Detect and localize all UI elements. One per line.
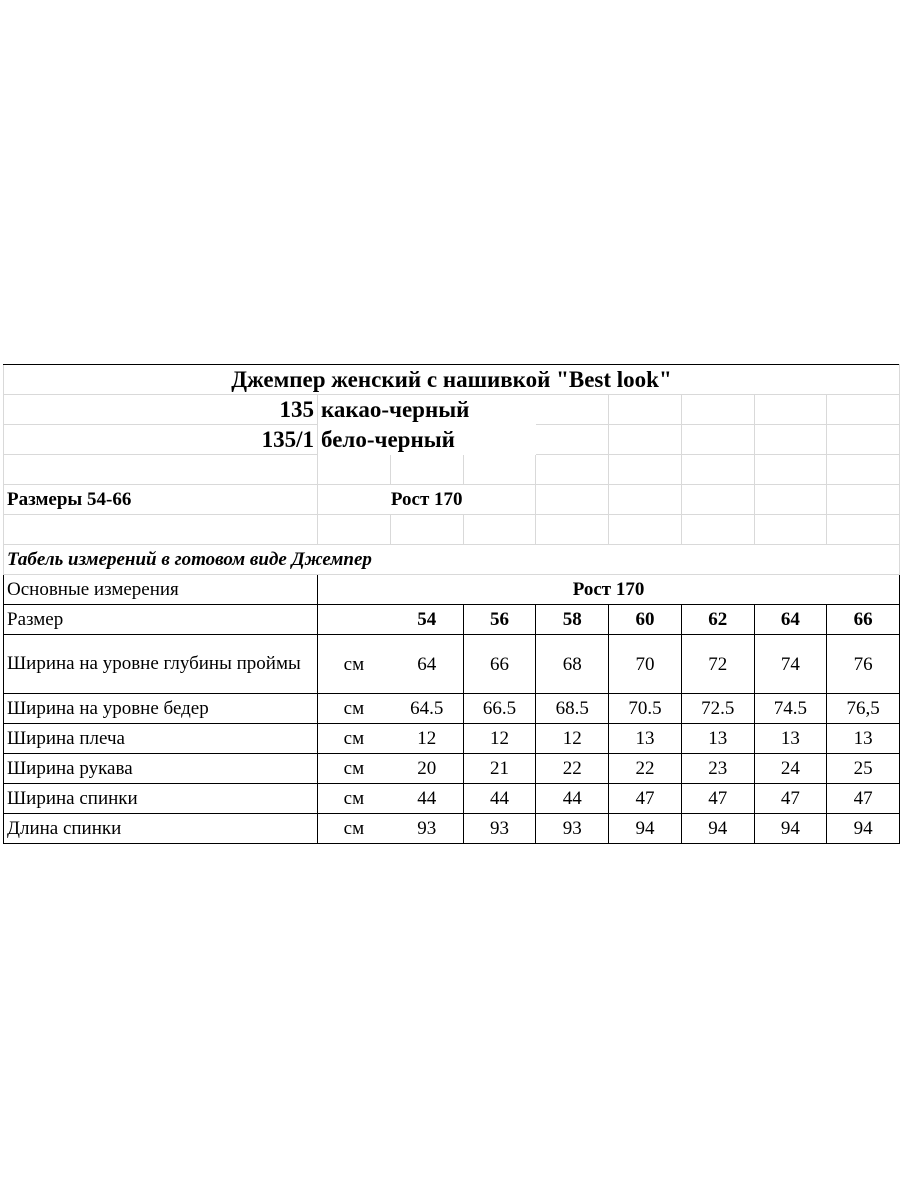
unit-cell: см — [318, 784, 391, 814]
value-cell: 94 — [609, 814, 682, 844]
header-label: Основные измерения — [4, 575, 318, 605]
measurement-label: Ширина плеча — [4, 724, 318, 754]
table-row — [4, 694, 900, 724]
value-cell: 93 — [463, 814, 536, 844]
value-cell: 72 — [681, 635, 754, 694]
spacer-row — [4, 515, 900, 545]
value-cell: 68.5 — [536, 694, 609, 724]
value-cell: 93 — [536, 814, 609, 844]
value-cell: 94 — [681, 814, 754, 844]
variant-color: бело-черный — [321, 427, 455, 452]
unit-cell: см — [318, 694, 391, 724]
size-row — [4, 605, 900, 635]
value-cell: 66.5 — [463, 694, 536, 724]
value-cell: 24 — [754, 754, 827, 784]
value-cell: 47 — [681, 784, 754, 814]
table-header-row — [4, 575, 900, 605]
value-cell: 94 — [827, 814, 900, 844]
sizes-label: Размеры 54-66 — [4, 485, 318, 515]
size-cell: 64 — [754, 605, 827, 635]
measurement-label: Ширина на уровне глубины проймы — [4, 635, 318, 694]
value-cell: 13 — [754, 724, 827, 754]
spacer-row — [4, 455, 900, 485]
value-cell: 70 — [609, 635, 682, 694]
caption-row — [4, 545, 900, 575]
value-cell: 44 — [390, 784, 463, 814]
value-cell: 76 — [827, 635, 900, 694]
value-cell: 13 — [609, 724, 682, 754]
value-cell: 47 — [609, 784, 682, 814]
unit-cell: см — [318, 754, 391, 784]
value-cell: 44 — [463, 784, 536, 814]
value-cell: 76,5 — [827, 694, 900, 724]
value-cell: 25 — [827, 754, 900, 784]
value-cell: 44 — [536, 784, 609, 814]
measurement-label: Длина спинки — [4, 814, 318, 844]
value-cell: 74 — [754, 635, 827, 694]
measurement-label: Ширина спинки — [4, 784, 318, 814]
value-cell: 12 — [390, 724, 463, 754]
table-caption: Табель измерений в готовом виде Джемпер — [4, 545, 900, 575]
unit-cell — [318, 605, 391, 635]
table-row — [4, 635, 900, 694]
size-cell: 66 — [827, 605, 900, 635]
measurement-sheet — [3, 364, 900, 844]
table-row — [4, 724, 900, 754]
size-cell: 60 — [609, 605, 682, 635]
header-height: Рост 170 — [318, 575, 900, 605]
measurement-label: Ширина рукава — [4, 754, 318, 784]
title-row — [4, 365, 900, 395]
size-row-label: Размер — [4, 605, 318, 635]
value-cell: 74.5 — [754, 694, 827, 724]
value-cell: 23 — [681, 754, 754, 784]
value-cell: 12 — [463, 724, 536, 754]
variant-color: какао-черный — [321, 397, 470, 422]
size-cell: 58 — [536, 605, 609, 635]
unit-cell: см — [318, 724, 391, 754]
table-row — [4, 754, 900, 784]
value-cell: 22 — [609, 754, 682, 784]
variant-code: 135/1 — [4, 425, 318, 455]
value-cell: 72.5 — [681, 694, 754, 724]
value-cell: 47 — [754, 784, 827, 814]
value-cell: 47 — [827, 784, 900, 814]
value-cell: 64.5 — [390, 694, 463, 724]
value-cell: 21 — [463, 754, 536, 784]
value-cell: 94 — [754, 814, 827, 844]
value-cell: 13 — [827, 724, 900, 754]
size-cell: 56 — [463, 605, 536, 635]
table-row — [4, 784, 900, 814]
value-cell: 64 — [390, 635, 463, 694]
size-cell: 54 — [390, 605, 463, 635]
variant-row — [4, 395, 900, 425]
value-cell: 12 — [536, 724, 609, 754]
measurement-label: Ширина на уровне бедер — [4, 694, 318, 724]
height-label: Рост 170 — [318, 485, 536, 515]
value-cell: 22 — [536, 754, 609, 784]
variant-code: 135 — [4, 395, 318, 425]
size-cell: 62 — [681, 605, 754, 635]
sizes-row — [4, 485, 900, 515]
unit-cell: см — [318, 814, 391, 844]
product-title: Джемпер женский с нашивкой "Best look" — [4, 365, 900, 395]
value-cell: 20 — [390, 754, 463, 784]
variant-row — [4, 425, 900, 455]
value-cell: 70.5 — [609, 694, 682, 724]
value-cell: 93 — [390, 814, 463, 844]
value-cell: 66 — [463, 635, 536, 694]
table-row — [4, 814, 900, 844]
value-cell: 13 — [681, 724, 754, 754]
unit-cell: см — [318, 635, 391, 694]
value-cell: 68 — [536, 635, 609, 694]
